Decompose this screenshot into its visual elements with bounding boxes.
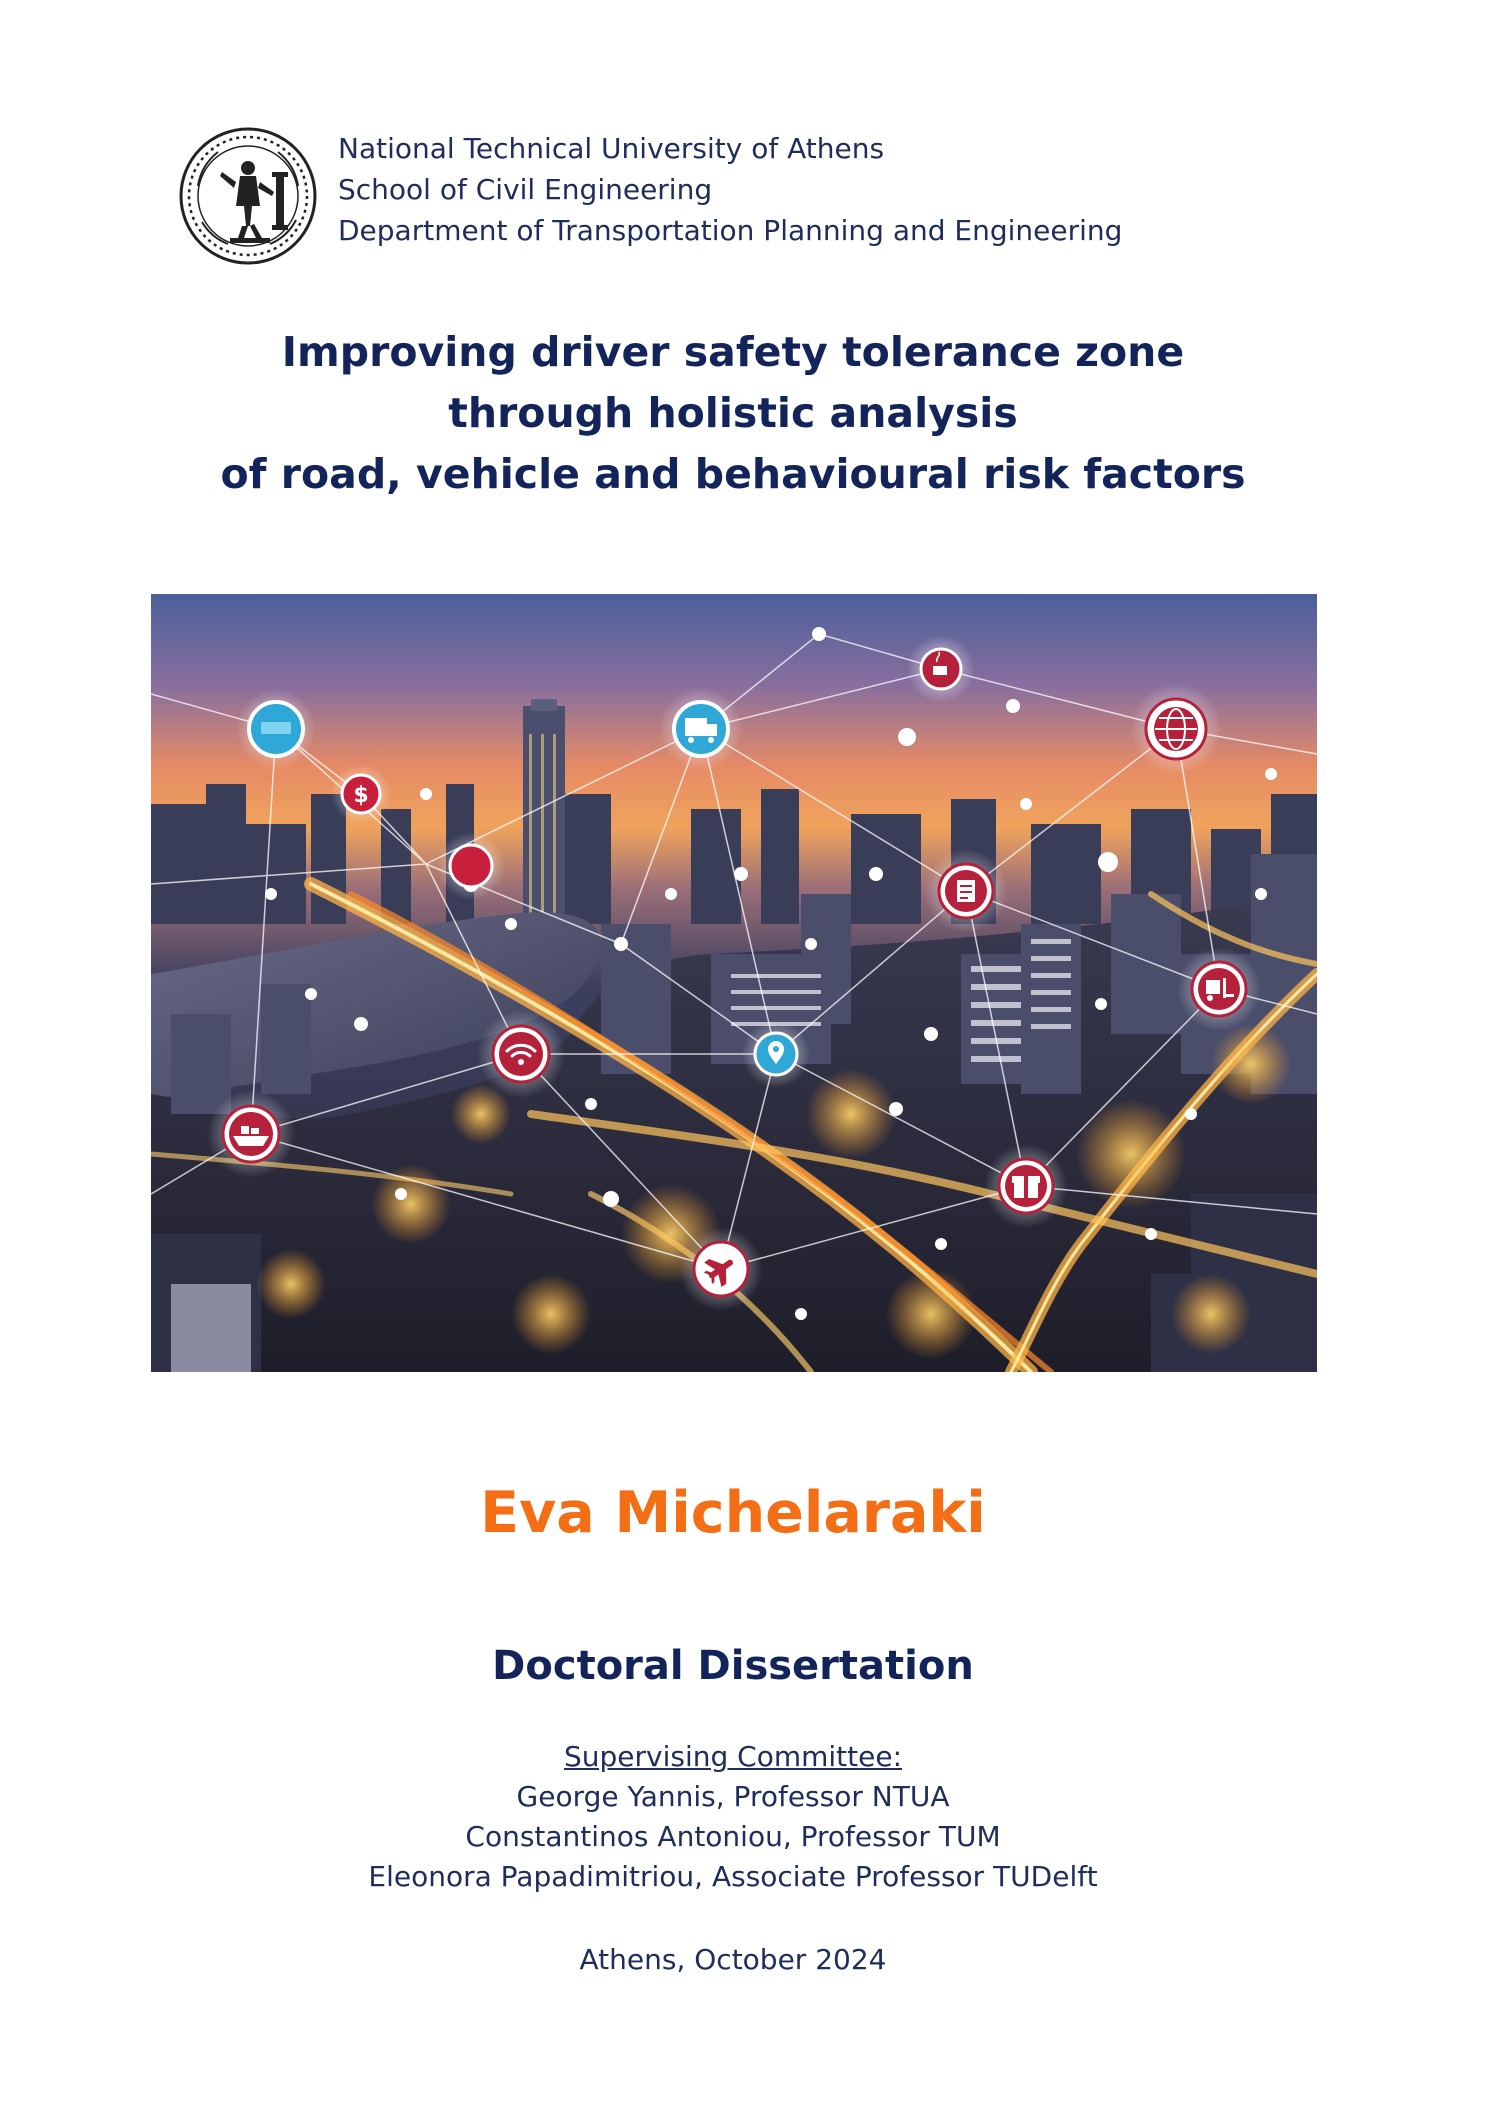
location-pin-icon	[742, 1020, 810, 1088]
svg-text:$: $	[353, 783, 369, 808]
title-line-1: Improving driver safety tolerance zone	[281, 328, 1185, 376]
truck-icon-node	[236, 689, 316, 769]
globe-icon	[1130, 683, 1222, 775]
network-node	[437, 832, 505, 900]
committee-member: Eleonora Papadimitriou, Associate Professor TUDelft	[368, 1860, 1098, 1893]
wifi-icon	[477, 1010, 565, 1098]
gift-icon	[984, 1144, 1068, 1228]
thesis-title	[0, 322, 1466, 505]
department-name: Department of Transportation Planning and Engineering	[338, 214, 1123, 247]
committee-member: George Yannis, Professor NTUA	[516, 1780, 950, 1813]
institution-block	[338, 128, 1122, 251]
committee-member: Constantinos Antoniou, Professor TUM	[465, 1820, 1001, 1853]
dollar-icon	[331, 764, 391, 824]
ship-icon	[207, 1090, 295, 1178]
truck-icon	[659, 687, 743, 771]
school-name: School of Civil Engineering	[338, 173, 713, 206]
title-line-2: through holistic analysis	[448, 389, 1018, 437]
author-name: Eva Michelaraki	[480, 1480, 986, 1546]
supervising-committee	[0, 1737, 1466, 1897]
university-seal-icon	[178, 126, 318, 266]
document-type: Doctoral Dissertation	[492, 1643, 974, 1689]
cover-image	[151, 594, 1317, 1372]
airplane-icon	[679, 1227, 763, 1311]
forklift-icon	[1177, 947, 1261, 1031]
university-name: National Technical University of Athens	[338, 132, 885, 165]
title-line-3: of road, vehicle and behavioural risk factors	[220, 450, 1246, 498]
coffee-icon	[907, 635, 975, 703]
committee-heading: Supervising Committee:	[563, 1740, 903, 1773]
place-date: Athens, October 2024	[579, 1943, 887, 1976]
document-icon	[924, 849, 1008, 933]
